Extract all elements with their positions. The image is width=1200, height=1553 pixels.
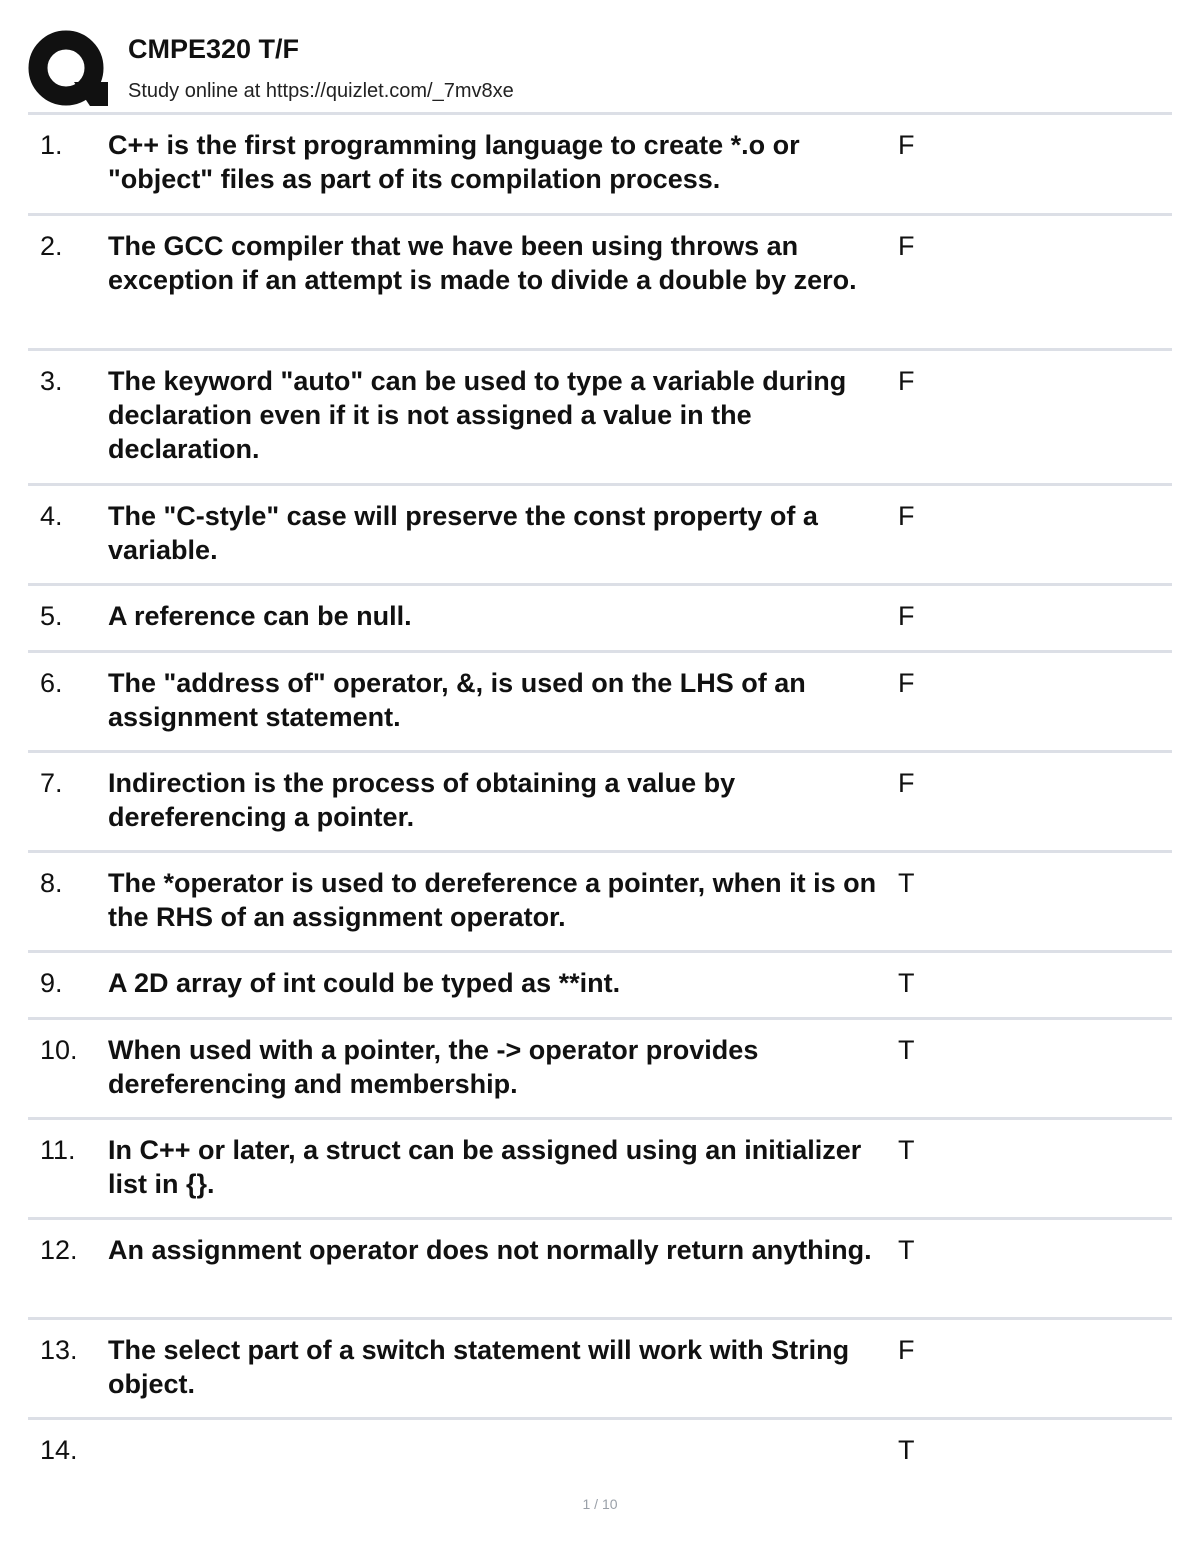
card-term: C++ is the first programming language to create *.o or "object" files as part of its compilation process.	[108, 130, 800, 194]
flashcard-row	[28, 351, 1172, 486]
flashcard-row	[28, 1420, 1172, 1480]
set-title: CMPE320 T/F	[128, 34, 300, 64]
page-header	[28, 30, 1172, 110]
flashcard-row	[28, 486, 1172, 586]
card-definition: F	[898, 668, 915, 698]
card-number: 6.	[40, 668, 63, 698]
card-term: The *operator is used to dereference a pointer, when it is on the RHS of an assignment operator.	[108, 868, 877, 932]
card-definition: T	[898, 1135, 915, 1165]
card-definition: F	[898, 231, 915, 261]
flashcard-row	[28, 1120, 1172, 1220]
quizlet-logo-icon	[28, 30, 108, 110]
card-term: Indirection is the process of obtaining a value by dereferencing a pointer.	[108, 768, 736, 832]
flashcard-row	[28, 953, 1172, 1020]
card-number: 5.	[40, 601, 63, 631]
card-definition: F	[898, 366, 915, 396]
flashcard-row	[28, 216, 1172, 351]
card-definition: T	[898, 968, 915, 998]
card-number: 8.	[40, 868, 63, 898]
card-number: 12.	[40, 1235, 78, 1265]
card-term: An assignment operator does not normally return anything.	[108, 1235, 872, 1265]
card-number: 10.	[40, 1035, 78, 1065]
flashcard-row	[28, 1220, 1172, 1320]
card-term: A 2D array of int could be typed as **int.	[108, 968, 621, 998]
card-term: When used with a pointer, the -> operator provides dereferencing and membership.	[108, 1035, 759, 1099]
card-term: A reference can be null.	[108, 601, 412, 631]
card-number: 13.	[40, 1335, 78, 1365]
card-definition: F	[898, 1335, 915, 1365]
flashcard-row	[28, 115, 1172, 216]
card-definition: T	[898, 1035, 915, 1065]
flashcard-row	[28, 653, 1172, 753]
flashcard-row	[28, 1320, 1172, 1420]
card-definition: F	[898, 601, 915, 631]
card-term: The GCC compiler that we have been using throws an exception if an attempt is made to divide a double by zero.	[108, 231, 857, 295]
card-definition: F	[898, 768, 915, 798]
card-term: The "C-style" case will preserve the const property of a variable.	[108, 501, 818, 565]
flashcard-row	[28, 753, 1172, 853]
card-number: 14.	[40, 1435, 78, 1465]
card-definition: T	[898, 1235, 915, 1265]
card-number: 2.	[40, 231, 63, 261]
card-number: 7.	[40, 768, 63, 798]
card-definition: T	[898, 868, 915, 898]
card-term: The "address of" operator, &, is used on the LHS of an assignment statement.	[108, 668, 806, 732]
flashcard-list	[28, 115, 1172, 1480]
card-term: In C++ or later, a struct can be assigned using an initializer list in {}.	[108, 1135, 862, 1199]
card-number: 9.	[40, 968, 63, 998]
card-number: 3.	[40, 366, 63, 396]
card-term: The select part of a switch statement will work with String object.	[108, 1335, 850, 1399]
card-definition: T	[898, 1435, 915, 1465]
card-definition: F	[898, 501, 915, 531]
card-number: 4.	[40, 501, 63, 531]
study-link-text: Study online at https://quizlet.com/_7mv8xe	[128, 80, 514, 102]
page-number: 1 / 10	[582, 1496, 618, 1512]
card-number: 1.	[40, 130, 63, 160]
flashcard-row	[28, 1020, 1172, 1120]
card-definition: F	[898, 130, 915, 160]
flashcard-row	[28, 853, 1172, 953]
card-term: The keyword "auto" can be used to type a variable during declaration even if it is not assigned a value in the declaration.	[108, 366, 847, 464]
card-number: 11.	[40, 1135, 76, 1165]
flashcard-row	[28, 586, 1172, 653]
